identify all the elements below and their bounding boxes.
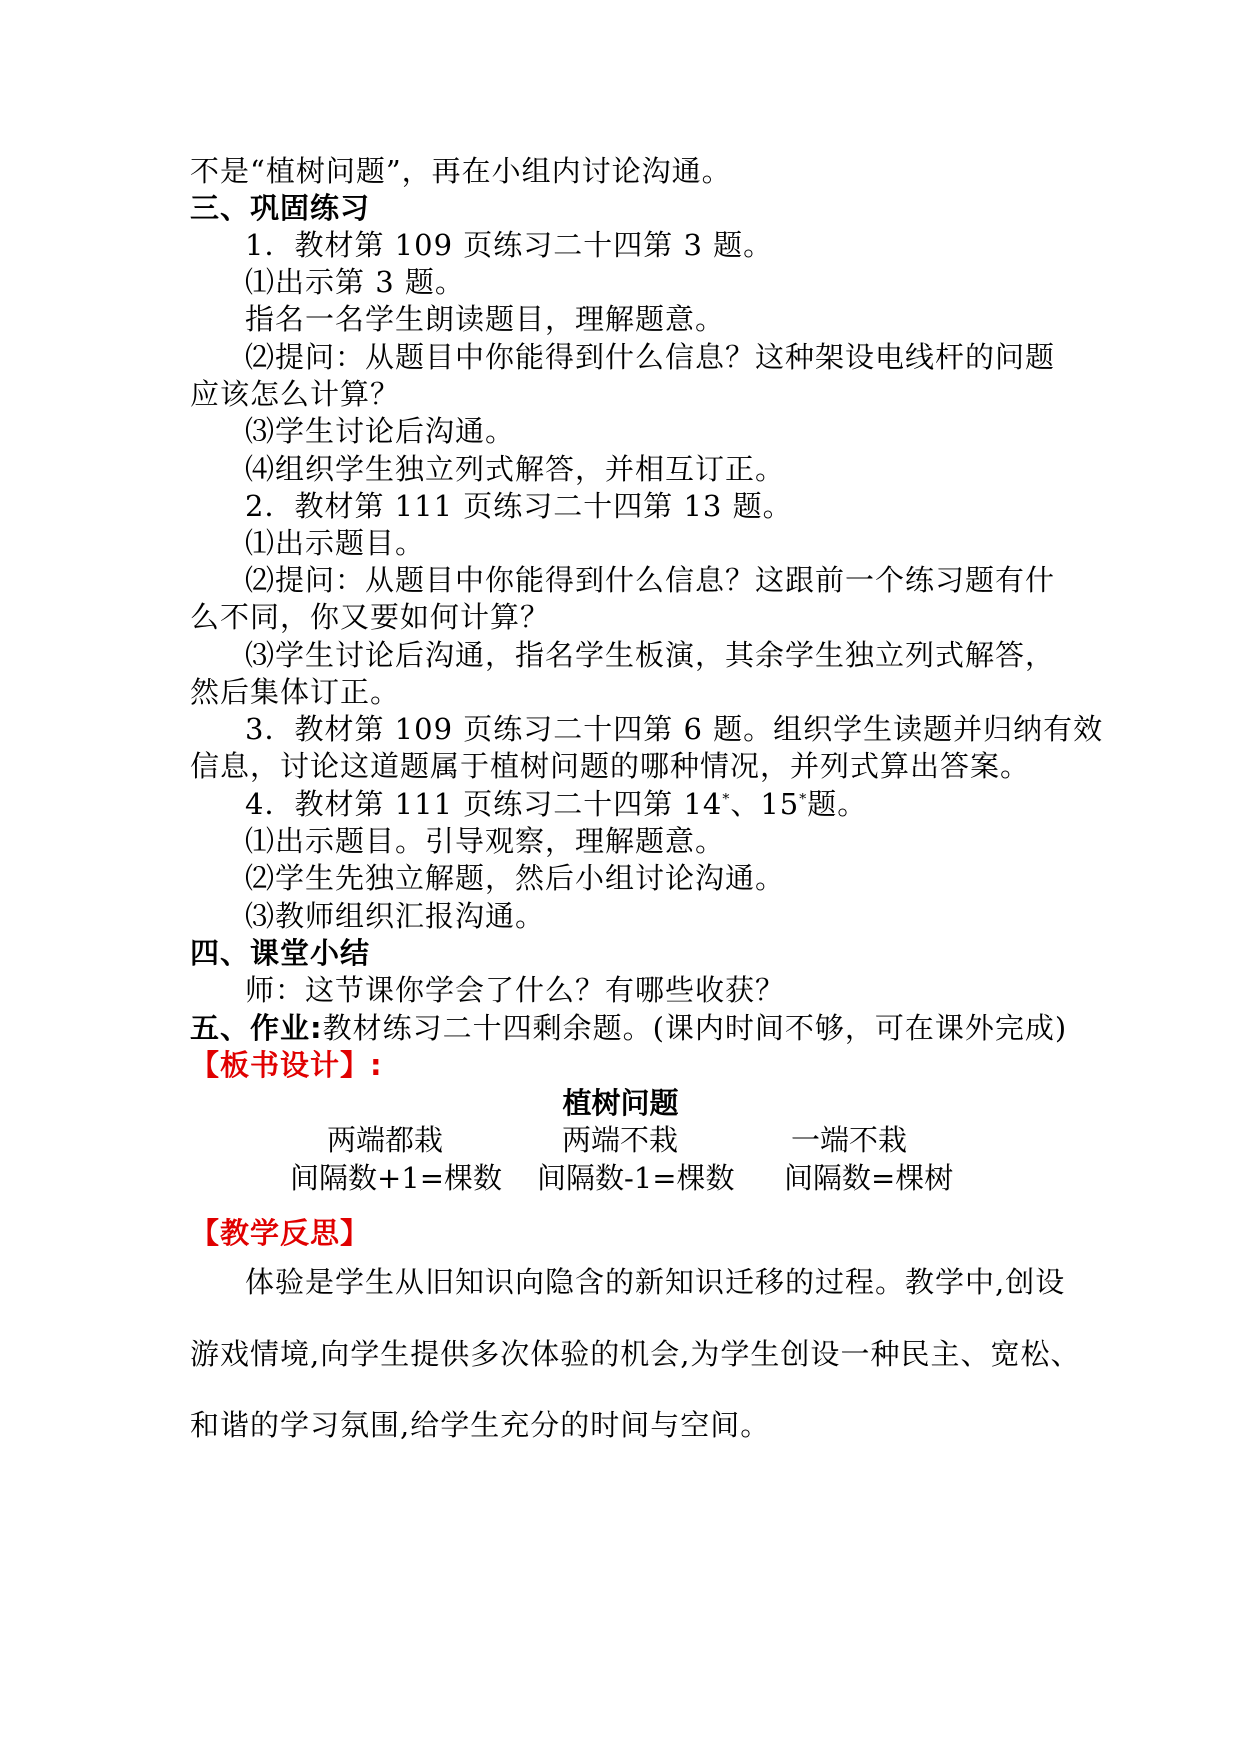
text-span: 、15 bbox=[730, 787, 800, 821]
text-line: 然后集体订正。 bbox=[190, 675, 401, 709]
board-design-heading: 【板书设计】: bbox=[190, 1048, 383, 1082]
exercise-step: ⑵学生先独立解题，然后小组讨论沟通。 bbox=[245, 861, 786, 895]
exercise-item-1: 1．教材第 109 页练习二十四第 3 题。 bbox=[245, 228, 774, 262]
text-line: 信息，讨论这道题属于植树问题的哪种情况，并列式算出答案。 bbox=[190, 749, 1031, 783]
board-formula-one-end: 间隔数=棵树 bbox=[784, 1161, 954, 1195]
exercise-step: ⑶学生讨论后沟通。 bbox=[245, 414, 516, 448]
section-heading-consolidation: 三、巩固练习 bbox=[190, 191, 371, 225]
asterisk-mark: * bbox=[799, 791, 808, 808]
exercise-item-4 bbox=[245, 785, 1075, 823]
asterisk-mark: * bbox=[722, 791, 731, 808]
homework-line bbox=[190, 1009, 1070, 1047]
exercise-item-3: 3．教材第 109 页练习二十四第 6 题。组织学生读题并归纳有效 bbox=[245, 712, 1104, 746]
exercise-step: ⑵提问：从题目中你能得到什么信息？这跟前一个练习题有什 bbox=[245, 563, 1056, 597]
board-title: 植树问题 bbox=[562, 1086, 679, 1120]
text-span: 4．教材第 111 页练习二十四第 14 bbox=[245, 787, 723, 821]
board-case-both-ends: 两端都栽 bbox=[327, 1123, 444, 1157]
summary-text: 师：这节课你学会了什么？有哪些收获？ bbox=[245, 973, 786, 1007]
text-line: 么不同，你又要如何计算？ bbox=[190, 600, 551, 634]
exercise-item-2: 2．教材第 111 页练习二十四第 13 题。 bbox=[245, 489, 793, 523]
board-case-no-ends: 两端不栽 bbox=[562, 1123, 679, 1157]
board-case-one-end: 一端不栽 bbox=[791, 1123, 908, 1157]
exercise-step: 指名一名学生朗读题目，理解题意。 bbox=[245, 302, 726, 336]
homework-label: 五、作业: bbox=[190, 1011, 323, 1045]
text-span: 题。 bbox=[807, 787, 868, 821]
reflection-text: 和谐的学习氛围,给学生充分的时间与空间。 bbox=[190, 1408, 771, 1442]
homework-text: 教材练习二十四剩余题。(课内时间不够，可在课外完成) bbox=[322, 1011, 1068, 1045]
exercise-step: ⑴出示题目。 bbox=[245, 526, 426, 560]
exercise-step: ⑴出示题目。引导观察，理解题意。 bbox=[245, 824, 726, 858]
board-formula-no-ends: 间隔数-1=棵数 bbox=[537, 1161, 735, 1195]
section-heading-summary: 四、课堂小结 bbox=[190, 936, 371, 970]
reflection-text: 游戏情境,向学生提供多次体验的机会,为学生创设一种民主、宽松、 bbox=[190, 1337, 1081, 1371]
reflection-heading: 【教学反思】 bbox=[190, 1216, 371, 1250]
exercise-step: ⑵提问：从题目中你能得到什么信息？这种架设电线杆的问题 bbox=[245, 340, 1056, 374]
reflection-text: 体验是学生从旧知识向隐含的新知识迁移的过程。教学中,创设 bbox=[245, 1265, 1066, 1299]
text-line: 应该怎么计算？ bbox=[190, 377, 401, 411]
text-line: 不是“植树问题”，再在小组内讨论沟通。 bbox=[190, 154, 732, 188]
exercise-step: ⑶学生讨论后沟通，指名学生板演，其余学生独立列式解答， bbox=[245, 638, 1056, 672]
exercise-step: ⑴出示第 3 题。 bbox=[245, 265, 465, 299]
exercise-step: ⑶教师组织汇报沟通。 bbox=[245, 899, 546, 933]
exercise-step: ⑷组织学生独立列式解答，并相互订正。 bbox=[245, 452, 786, 486]
board-formula-both-ends: 间隔数+1=棵数 bbox=[290, 1161, 503, 1195]
